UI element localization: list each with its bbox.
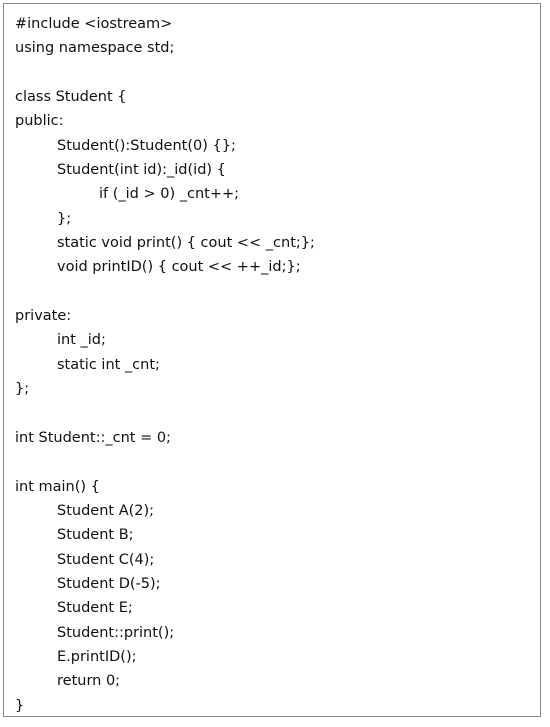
code-line: void printID() { cout << ++_id;}; [57,259,301,276]
code-line: }; [57,210,72,227]
code-listing [15,12,532,718]
code-line: Student(int id):_id(id) { [57,162,226,179]
code-line: class Student { [15,89,127,106]
code-line: int main() { [15,478,100,495]
code-line: Student E; [57,600,133,617]
code-line: if (_id > 0) _cnt++; [99,186,240,203]
code-line: Student():Student(0) {}; [57,137,236,154]
code-line: private: [15,308,72,325]
code-line: static void print() { cout << _cnt;}; [57,235,315,252]
code-line: }; [15,381,30,398]
code-listing-box [3,3,541,717]
code-line: Student::print(); [57,624,175,641]
code-line [15,61,532,85]
code-line: return 0; [57,673,121,690]
code-line [15,450,532,474]
code-line: Student D(-5); [57,575,161,592]
code-line: E.printID(); [57,648,137,665]
code-line: int Student::_cnt = 0; [15,429,171,446]
code-line: int _id; [57,332,106,349]
code-line: using namespace std; [15,40,175,57]
code-line [15,402,532,426]
code-line [15,280,532,304]
code-line: #include <iostream> [15,16,173,32]
code-line: Student B; [57,527,134,544]
code-line: Student C(4); [57,551,155,568]
code-line: Student A(2); [57,502,155,519]
code-line: } [15,697,25,714]
code-line: public: [15,113,64,130]
code-line: static int _cnt; [57,356,160,373]
